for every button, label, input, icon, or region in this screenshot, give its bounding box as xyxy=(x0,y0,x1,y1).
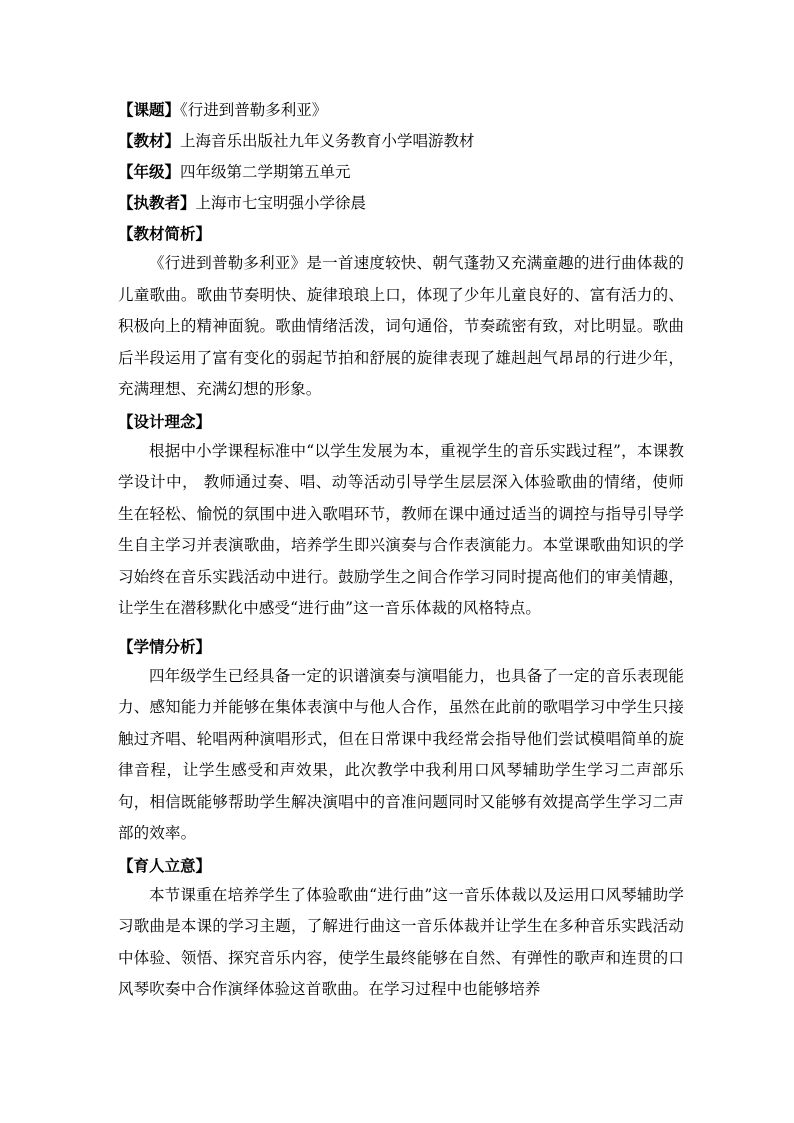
section-body: 《行进到普勒多利亚》是一首速度较快、朝气蓬勃又充满童趣的进行曲体裁的儿童歌曲。歌曲节奏明快、旋律琅琅上口，体现了少年儿童良好的、富有活力的、积极向上的精神面貌。歌曲情绪活泼，词句通俗，节奏疏密有致，对比明显。歌曲后半段运用了富有变化的弱起节拍和舒展的旋律表现了雄赳赳气昂昂的行进少年，充满理想、充满幻想的形象。 xyxy=(118,254,684,398)
meta-topic-label: 【课题】 xyxy=(118,101,181,119)
section-body: 本节课重在培养学生了体验歌曲“进行曲”这一音乐体裁以及运用口风琴辅助学习歌曲是本课的学习主题，了解进行曲这一音乐体裁并让学生在多种音乐实践活动中体验、领悟、探究音乐内容，使学生最终能够在自然、有弹性的歌声和连贯的口风琴吹奏中合作演绎体验这首歌曲。在学习过程中也能够培养 xyxy=(118,885,684,998)
meta-teacher-label: 【执教者】 xyxy=(118,194,196,212)
meta-topic xyxy=(118,96,684,124)
section-heading: 【教材简析】 xyxy=(118,225,212,243)
document-page xyxy=(118,96,684,1006)
meta-topic-value: 《行进到普勒多利亚》 xyxy=(180,101,328,119)
meta-teacher-value: 上海市七宝明强小学徐晨 xyxy=(195,194,367,212)
meta-grade xyxy=(118,158,684,186)
meta-textbook xyxy=(118,127,684,155)
section-body: 四年级学生已经具备一定的识谱演奏与演唱能力，也具备了一定的音乐表现能力、感知能力并能够在集体表演中与他人合作，虽然在此前的歌唱学习中学生只接触过齐唱、轮唱两种演唱形式，但在日常课中我经常会指导他们尝试模唱简单的旋律音程，让学生感受和声效果，此次教学中我利用口风琴辅助学生学习二声部乐句，相信既能够帮助学生解决演唱中的音准问题同时又能够有效提高学生学习二声部的效率。 xyxy=(118,666,684,842)
meta-textbook-label: 【教材】 xyxy=(118,132,181,150)
section-body: 根据中小学课程标准中“以学生发展为本，重视学生的音乐实践过程”，本课教学设计中， 教师通过奏、唱、动等活动引导学生层层深入体验歌曲的情绪，使师生在轻松、愉悦的氛围中进入歌唱环节，教师在课中通过适当的调控与指导引导学生自主学习并表演歌曲，培养学生即兴演奏与合作表演能力。本堂课歌曲知识的学习始终在音乐实践活动中进行。鼓励学生之间合作学习同时提高他们的审美情趣，让学生在潜移默化中感受“进行曲”这一音乐体裁的风格特点。 xyxy=(118,441,684,617)
meta-grade-label: 【年级】 xyxy=(118,163,181,181)
section-heading: 【育人立意】 xyxy=(118,856,212,875)
meta-textbook-value: 上海音乐出版社九年义务教育小学唱游教材 xyxy=(180,132,475,150)
section-learner-analysis xyxy=(118,633,684,850)
section-educational-intent xyxy=(118,852,684,1006)
meta-grade-value: 四年级第二学期第五单元 xyxy=(180,163,351,181)
section-design-concept xyxy=(118,408,684,625)
section-textbook-analysis xyxy=(118,220,684,406)
section-heading: 【学情分析】 xyxy=(118,637,212,656)
meta-teacher xyxy=(118,189,684,217)
section-heading: 【设计理念】 xyxy=(118,412,212,431)
